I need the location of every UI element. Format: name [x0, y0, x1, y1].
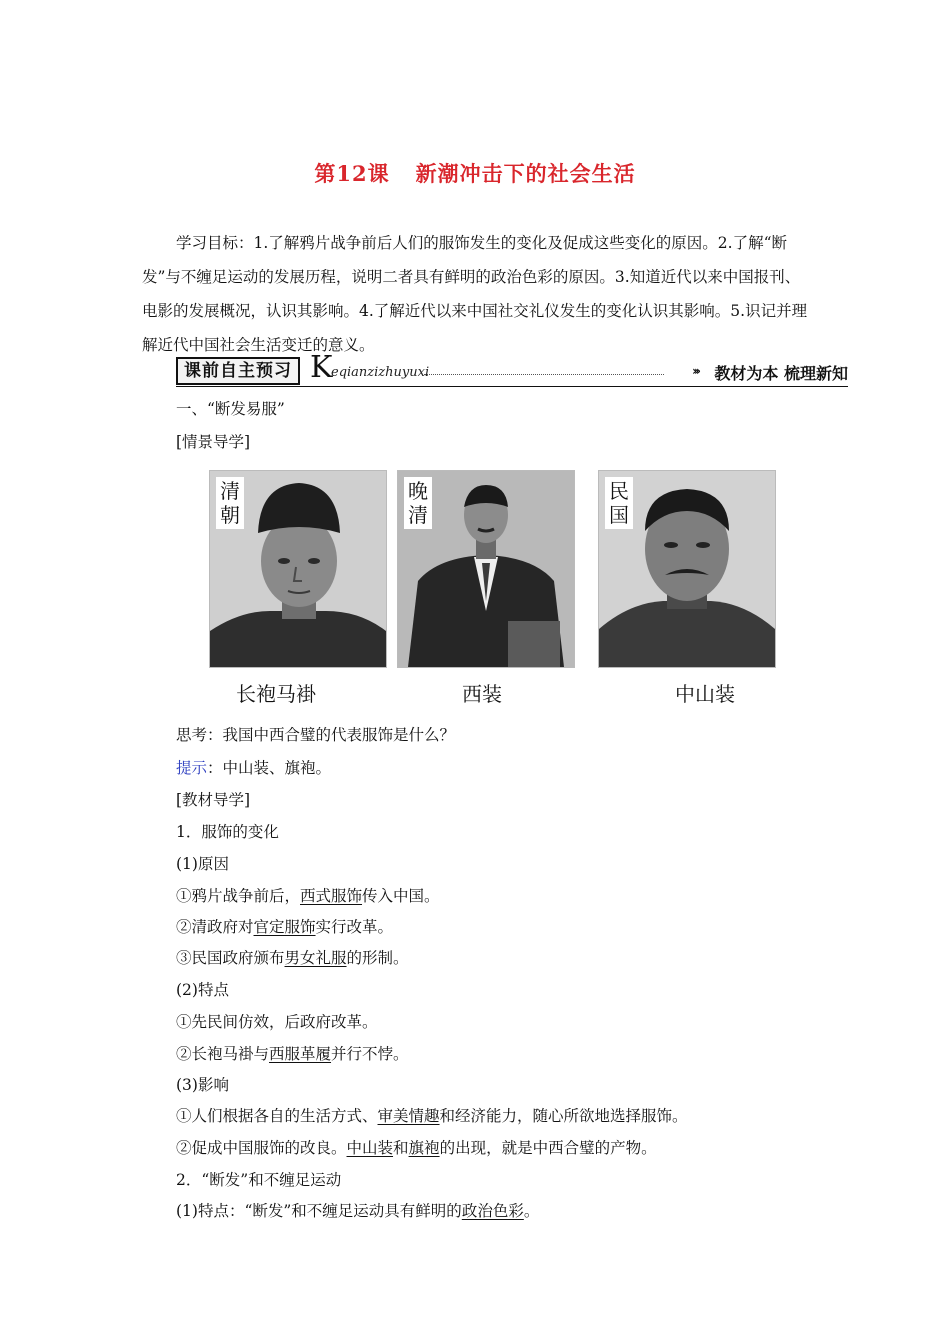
cause-2-key: 官定服饰 [253, 918, 316, 936]
feature-2-pre: ②长袍马褂与 [176, 1045, 270, 1063]
banner-dotted-line [424, 374, 664, 375]
photo-republic-caption: 中山装 [675, 682, 735, 706]
cause-3-post: 的形制。 [346, 949, 409, 967]
item1-heading: 1．服饰的变化 [176, 823, 279, 841]
hint-text: ：中山装、旗袍。 [207, 759, 332, 777]
photo-late-qing [397, 470, 575, 668]
cause-1 [176, 886, 440, 906]
feature-2-post: 并行不悖。 [331, 1045, 409, 1063]
impact-heading: (3)影响 [176, 1076, 229, 1094]
photo-qing-tag: 清朝 [216, 477, 244, 529]
causes-heading: (1)原因 [176, 855, 229, 873]
cause-1-key: 西式服饰 [300, 887, 363, 905]
photo-late-qing-tag: 晚清 [404, 477, 432, 529]
section-heading: 一、“断发易服” [176, 400, 285, 418]
photo-qing [209, 470, 387, 668]
textbook-label: [教材导学] [176, 791, 251, 809]
scene-label: [情景导学] [176, 433, 251, 451]
banner-arrows-icon: ››› [692, 364, 698, 378]
hint [176, 758, 331, 778]
impact-2-mid: 和 [393, 1139, 409, 1157]
cause-1-post: 传入中国。 [362, 887, 440, 905]
impact-2-pre: ②促成中国服饰的改良。 [176, 1139, 347, 1157]
cause-3 [176, 948, 409, 968]
item2-heading: 2．“断发”和不缠足运动 [176, 1171, 342, 1189]
feature-2-key: 西服革履 [269, 1045, 332, 1063]
feature-1: ①先民间仿效，后政府改革。 [176, 1013, 378, 1031]
cause-3-pre: ③民国政府颁布 [176, 949, 285, 967]
item2-point-1-pre: (1)特点：“断发”和不缠足运动具有鲜明的 [176, 1202, 462, 1220]
cause-2 [176, 917, 393, 937]
photo-republic-tag: 民国 [605, 477, 633, 529]
impact-2-key1: 中山装 [346, 1139, 394, 1157]
question: 思考：我国中西合璧的代表服饰是什么？ [176, 726, 456, 744]
item2-point-1-key: 政治色彩 [461, 1202, 524, 1220]
photo-republic [598, 470, 776, 668]
banner-rule [176, 386, 848, 387]
item2-point-1 [176, 1201, 539, 1221]
impact-1-key: 审美情趣 [377, 1107, 440, 1125]
lesson-title [0, 158, 950, 188]
cause-1-pre: ①鸦片战争前后， [176, 887, 301, 905]
lesson-name: 新潮冲击下的社会生活 [415, 161, 636, 186]
cause-2-post: 实行改革。 [315, 918, 394, 936]
hint-label: 提示 [176, 759, 208, 777]
item2-point-1-post: 。 [523, 1202, 540, 1220]
photo-late-qing-caption: 西装 [462, 682, 502, 706]
banner-initial: K [310, 350, 333, 385]
cause-2-pre: ②清政府对 [176, 918, 254, 936]
learning-objectives: 学习目标：1.了解鸦片战争前后人们的服饰发生的变化及促成这些变化的原因。2.了解“断发”与不缠足运动的发展历程，说明二者具有鲜明的政治色彩的原因。3.知道近代以来中国报刊、电影的发展概况，认识其影响。4.了解近代以来中国社交礼仪发生的变化认识其影响。5.识记并理解近代中国社会生活变迁的意义。 [142, 234, 808, 354]
banner-slogan: 教材为本 梳理新知 [714, 364, 848, 383]
banner-pinyin: eqianzizhuyuxi [331, 365, 430, 380]
impact-2-key2: 旗袍 [408, 1139, 440, 1157]
photo-qing-caption: 长袍马褂 [236, 682, 316, 706]
features-heading: (2)特点 [176, 981, 229, 999]
impact-2 [176, 1138, 657, 1158]
impact-1 [176, 1106, 688, 1126]
impact-1-pre: ①人们根据各自的生活方式、 [176, 1107, 378, 1125]
impact-1-post: 和经济能力，随心所欲地选择服饰。 [439, 1107, 688, 1125]
banner-label: 课前自主预习 [176, 357, 300, 385]
cause-3-key: 男女礼服 [284, 949, 347, 967]
feature-2 [176, 1044, 409, 1064]
section-banner [176, 350, 848, 389]
lesson-number: 第12课 [314, 161, 390, 186]
impact-2-post: 的出现，就是中西合璧的产物。 [439, 1139, 657, 1157]
